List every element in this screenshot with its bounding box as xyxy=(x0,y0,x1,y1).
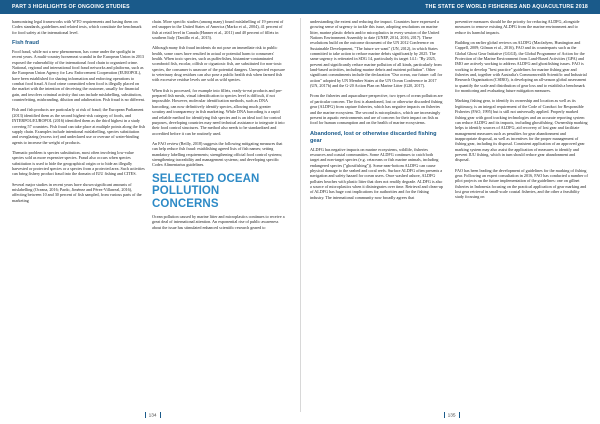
page-number-bar xyxy=(459,412,460,418)
paragraph: Several major studies in recent years have shown significant amounts of mislabelling (Oceana, 2016; Pardo, Jiménez and Pérez-Villarreal, 2016), affecting between 10 and 30 percent of fish sampled, from various parts of the marketing xyxy=(12,181,142,203)
paragraph: Ocean pollution caused by marine litter and microplastics continues to receive a great deal of international attention. An exponential rise of public awareness about the issue has stimulated enhanced scientific research geared to xyxy=(152,214,285,230)
column-1 xyxy=(12,19,145,208)
paragraph: Food fraud, while not a new phenomenon, has come under the spotlight in recent years. A multi-country horsemeat scandal in the European Union in 2013 exposed the vulnerability of the international food chain to organized crime. National, regional and international food fraud networks and platforms, such as the European Union Agency for Law Enforcement Cooperation (EUROPOL), have been established for sharing information and enforcing operations to combat food fraud. A food crime committed when food is illegally placed on the market with the intention of deceiving the customer, usually for financial gain, and involves criminal activity that can include mislabelling, substitution, counterfeiting, misbranding, dilution and adulteration. Fish fraud is no different. xyxy=(12,49,145,103)
page-number-value: 135 xyxy=(447,413,456,418)
page-number-value: 134 xyxy=(148,413,157,418)
paragraph: chain. More specific studies (among many) found mislabelling of 19 percent of red snapper in the United States of America (Marko et al., 2004), 41 percent of fish at retail level in Canada (Hanner et al., 2011) and 40 percent of fillets in southern Italy (Tantillo et al., 2015). xyxy=(152,19,284,41)
paragraph: Building on earlier global reviews on ALDFG (Macfadyen, Huntington and Cappell, 2009; Gilman et al., 2016), FAO and its counterparts such as the Global Ghost Gear Initiative (GGGI), the Global Programme of Action for the Protection of the Marine Environment from Land-Based Activities (GPA) and IMO are actively working to address ALDFG and ghostfishing issues. FAO is working to develop "best practice" guidelines for marine fishing gear and fisheries and, together with Australia's Commonwealth Scientific and Industrial Research Organisation (CSIRO), is developing an all-season global assessment to quantify the scale and distribution of gear loss and to establish a benchmark for monitoring and evaluating future mitigation measures. xyxy=(455,40,587,94)
page-number-bar xyxy=(444,412,445,418)
column-2 xyxy=(152,19,285,235)
section-heading-ocean-pollution: SELECTED OCEAN POLLUTION CONCERNS xyxy=(152,172,260,210)
page-number-bar xyxy=(160,412,161,418)
paragraph: Marking fishing gear, to identify its ownership and location as well as its legitimacy, is an integral requirement of the Code of Conduct for Responsible Fisheries (FAO, 1995) but is still not universally applied. Properly marked fishing gear with good tracking technologies and an accurate reporting system can reduce ALDFG and its impacts, including ghostfishing. Ownership marking helps to identify sources of ALDFG, aid recovery of lost gear and facilitate management measures such as penalties for gear abandonment and inappropriate disposal, as well as incentives for the proper management of fishing gear, including its disposal. Consistent application of an approved gear marking system may also assist the application of measures to identify and prevent IUU fishing, which in turn should reduce gear abandonment and disposal. xyxy=(455,98,588,163)
paragraph: understanding the extent and reducing the impact. Countries have expressed a growing sense of urgency to tackle this issue, adopting resolutions on marine litter, marine plastic debris and/or microplastics in every session of the United Nations Environment Assembly to date (UNEP, 2014, 2016, 2017). These resolutions build on the outcome document of the UN 2012 Conference on Sustainable Development, "The future we want" (UN, 2012), in which States committed to take action to reduce marine debris significantly by 2025. The same urgency is reiterated in SDG 14, particularly its target 14.1: "By 2025, prevent and significantly reduce marine pollution of all kinds, particularly from land-based activities, including marine debris and nutrient pollution". Other significant commitments include the declaration "Our ocean, our future: call for action" adopted by UN Member States at the UN Ocean Conference in 2017 (UN, 2017b) and the G-20 Action Plan on Marine Litter (G20, 2017). xyxy=(310,19,443,89)
column-3 xyxy=(310,19,443,205)
column-4 xyxy=(455,19,588,205)
running-header xyxy=(0,0,600,14)
paragraph: FAO has been leading the development of guidelines for the marking of fishing gear. Following an expert consultation in 2016, FAO has conducted a number of pilot projects on the future implementation of the guidelines: one on gillnet fisheries in Indonesia focusing on the practical application of gear marking and lost gear retrieval in small-scale coastal fisheries, and the other a feasibility study focusing on xyxy=(455,167,588,200)
page-number-bar xyxy=(145,412,146,418)
paragraph: preventive measures should be the priority for reducing ALDFG, alongside measures to remove existing ALDFG from the marine environment and to reduce its harmful impacts. xyxy=(455,19,580,35)
paragraph: An FAO review (Reilly, 2018) suggests the following mitigating measures that can help reduce fish fraud: establishing agreed lists of fish names; setting mandatory labelling requirements; strengthening official food control systems; strengthening traceability and management systems; and developing specific Codex Alimentarius guidelines. xyxy=(152,140,283,168)
header-part-title: PART 3 HIGHLIGHTS OF ONGOING STUDIES xyxy=(12,4,130,10)
header-publication-title: THE STATE OF WORLD FISHERIES AND AQUACULTURE 2018 xyxy=(425,4,588,10)
paragraph: harmonizing legal frameworks with WTO requirements and basing them on Codex standards, guidelines and related texts, which constitute the benchmark for food safety at the international level. xyxy=(12,19,142,35)
page-number-left xyxy=(142,412,163,418)
section-heading-aldfg: Abandoned, lost or otherwise discarded fishing gear xyxy=(310,130,437,144)
paragraph: When fish is processed, for example into fillets, ready-to-eat products and pre-prepared fish meals, visual identification to species level is difficult, if not impossible. However, molecular identification methods, such as DNA barcoding, can now definitively identify species, allowing much greater scrutiny and transparency in fish marketing. While DNA barcoding is a rapid and reliable method for identifying fish species and is an ideal tool for control purposes, developing countries may need technical assistance to integrate it into their food control structures. The method also needs to be standardized and accredited before it can be routinely used. xyxy=(152,87,285,136)
paragraph: From the fisheries and aquaculture perspective, two types of ocean pollution are of particular concern. The first is abandoned, lost or otherwise discarded fishing gear (ALDFG) from capture fisheries, which has negative impacts on fisheries and the marine ecosystem. The second is microplastics, which are increasingly present in aquatic environments and are of concern for their impact on fish as food for human consumption and on the health of marine ecosystems. xyxy=(310,93,443,126)
page-number-right xyxy=(441,412,462,418)
paragraph: Fish and fish products are particularly at risk of fraud; the European Parliament (2013) identified them as the second highest-risk category of foods, and INTERPOL/EUROPOL (2016) identified them as the third highest in a study covering 57 countries. Fish fraud can take place at multiple points along the fish supply chain. Examples include intentional mislabelling, species substitution and overglazing (excess ice) and undeclared use or overuse of water-binding agents to increase the weight of products. xyxy=(12,107,145,145)
paragraph: ALDFG has negative impacts on marine ecosystems, wildlife, fisheries resources and coastal communities. Some ALDFG continues to catch both target and non-target species (e.g. cetaceans or fish marine animals, including endangered species ("ghostfishing")). Some near-bottom ALDFG can cause physical damage to the seabed and coral reefs. Surface ALDFG often presents a navigation and safety hazard for ocean users. Once washed ashore, ALDFG pollutes beaches with plastic litter that does not readily degrade. ALDFG is also a source of microplastics when it disintegrates over time. Retrieval and clean-up of ALDFG has huge cost implications for authorities and for the fishing industry. The international community now broadly agrees that xyxy=(310,146,443,200)
paragraph: Thematic problem is species substitution, most often involving low-value species sold as more expensive species. Fraud also occurs when species substitution is used to hide the geographical origin or to hide an illegally harvested or protected species or a species from a protected area. Such activities can bring fishery product fraud into the domain of IUU fishing and CITES. xyxy=(12,149,145,177)
section-heading-fish-fraud: Fish fraud xyxy=(12,40,40,47)
paragraph: Although many fish fraud incidents do not pose an immediate risk to public health, some cases have resulted in actual or potential harm to consumers' health. When toxic species, such as pufferfishes, histamine-contaminated scombroid fish, escolar, oilfish or ciguatoxic fish, are substituted for non-toxic species, the consumer is unaware of the potential dangers. Unexpected exposure to veterinary drug residues can also pose a public health risk when farmed fish with excessive residue levels are sold as wild species. xyxy=(152,45,285,83)
page-gutter xyxy=(300,18,301,412)
